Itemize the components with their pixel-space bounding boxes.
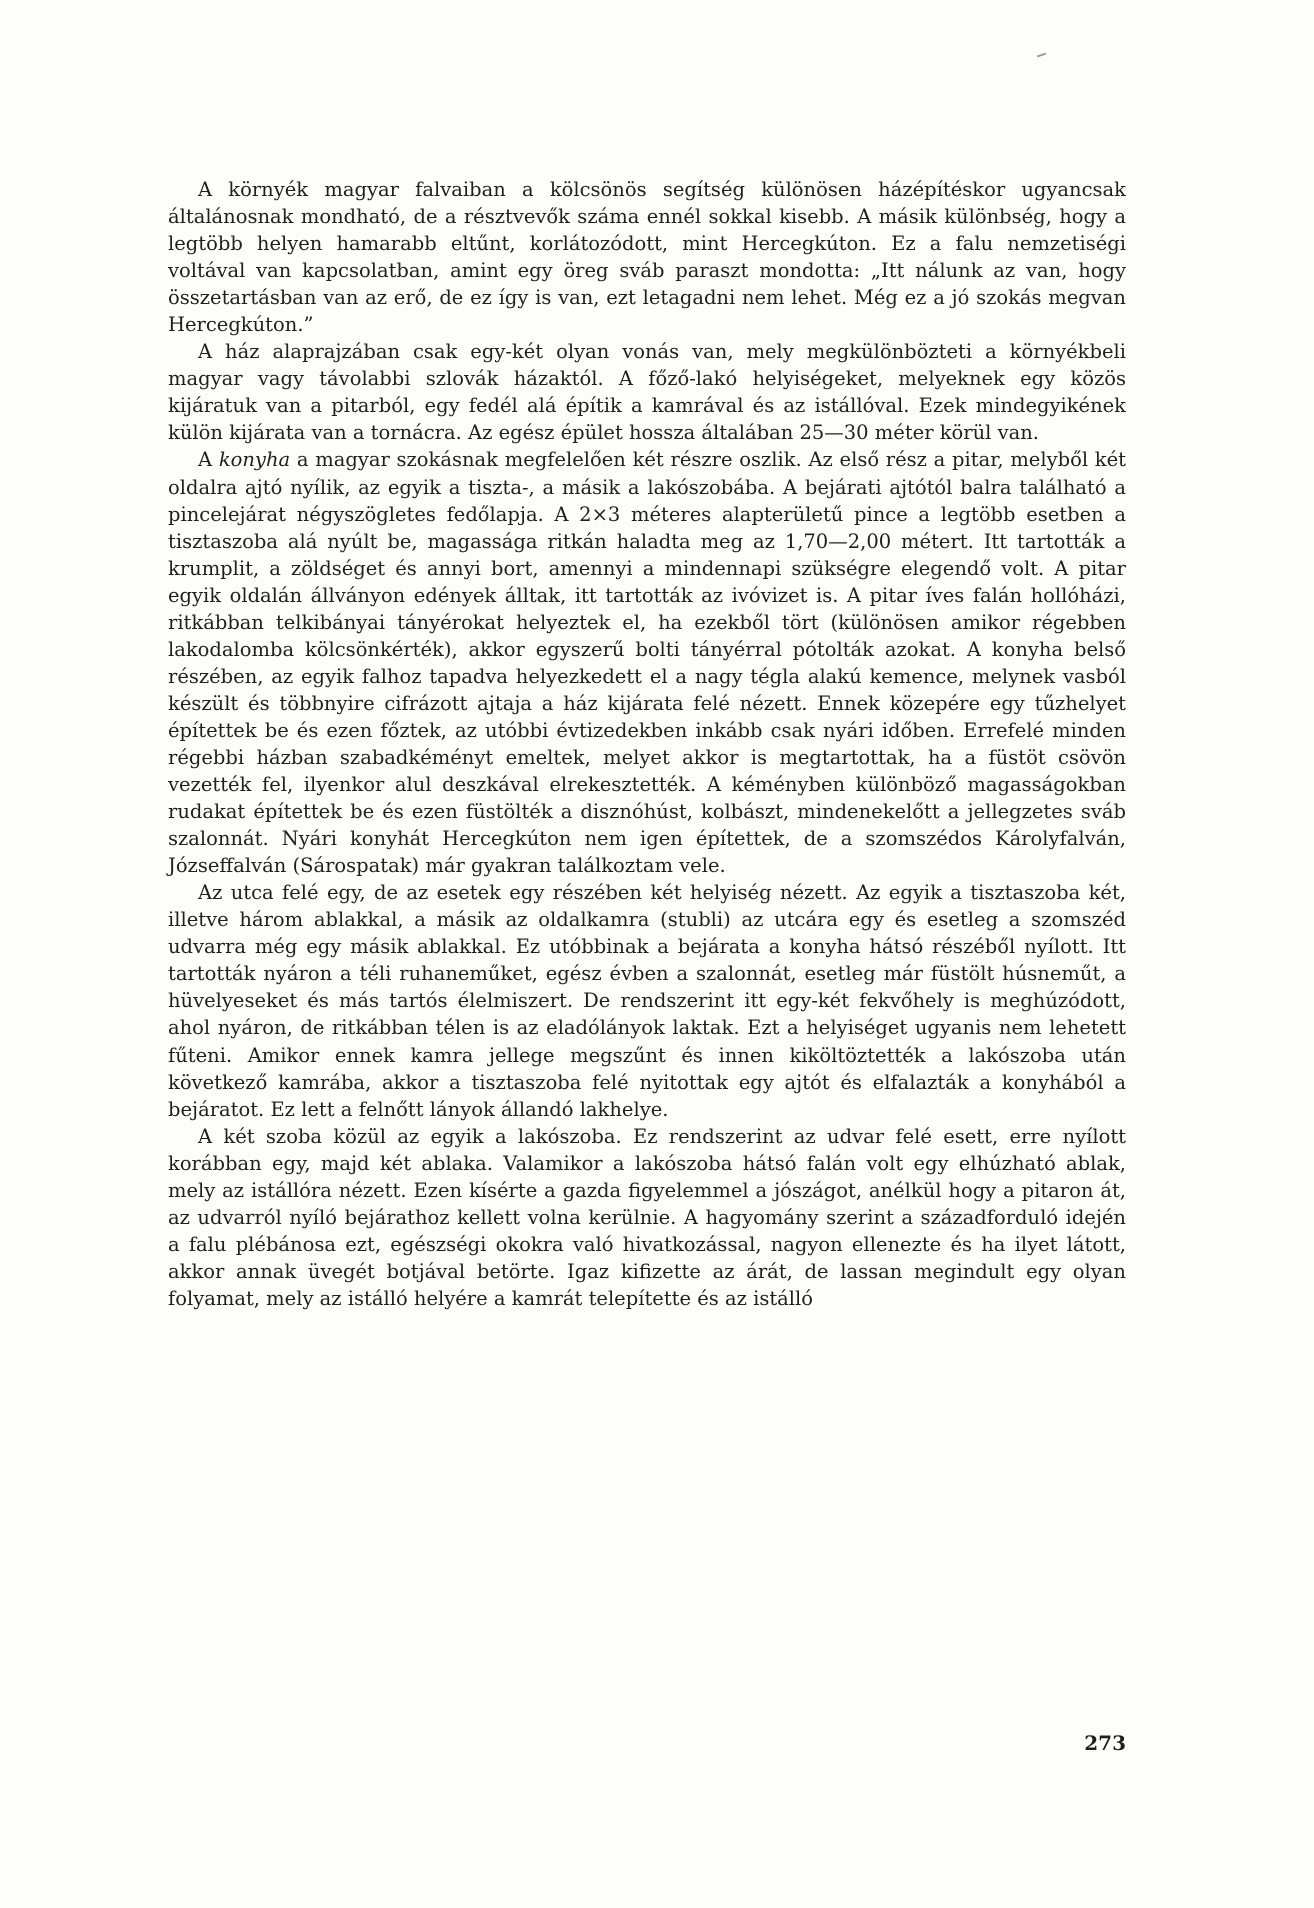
paragraph-1: A környék magyar falvaiban a kölcsönös segítség különösen házépítéskor ugyancsak általánosnak mondható, de a résztvevők száma ennél sokkal kisebb. A másik különbség, hogy a legtöbb helyen hamarabb eltűnt, korlátozódott, mint Hercegkúton. Ez a falu nemzetiségi voltával van kapcsolatban, amint egy öreg sváb paraszt mondotta: „Itt nálunk az van, hogy összetartásban van az erő, de ez így is van, ezt letagadni nem lehet. Még ez a jó szokás megvan Hercegkúton.” <box>168 178 1126 337</box>
paragraph-konyha-lead: A <box>198 448 219 472</box>
paragraph-konyha <box>168 446 1126 879</box>
scan-speck <box>1037 53 1046 58</box>
paragraph-2: A ház alaprajzában csak egy-két olyan vonás van, mely megkülönbözteti a környékbeli magyar vagy távolabbi szlovák házaktól. A főző-lakó helyiségeket, melyeknek egy közös kijáratuk van a pitarból, egy fedél alá építik a kamrával és az istállóval. Ezek mindegyikének külön kijárata van a tornácra. Az egész épület hossza általában 25—30 méter körül van. <box>168 340 1126 445</box>
paragraph-konyha-rest: a magyar szokásnak megfelelően két részre oszlik. Az első rész a pitar, melyből két oldalra ajtó nyílik, az egyik a tiszta-, a másik a lakószobába. A bejárati ajtótól balra található a pincelejárat négyszögletes fedőlapja. A 2×3 méteres alapterületű pince a legtöbb esetben a tisztaszoba alá nyúlt be, magassága ritkán haladta meg az 1,70—2,00 métert. Itt tartották a krumplit, a zöldséget és annyi bort, amennyi a mindennapi szükségre elegendő volt. A pitar egyik oldalán állványon edények álltak, itt tartották az ivóvizet is. A pitar íves falán hollóházi, ritkábban telkibányai tányérokat helyeztek el, ha ezekből tört (különösen amikor régebben lakodalomba kölcsönkérték), akkor egyszerű bolti tányérral pótolták azokat. A konyha belső részében, az egyik falhoz tapadva helyezkedett el a nagy tégla alakú kemence, melynek vasból készült és többnyire cifrázott ajtaja a ház kijárata felé nézett. Ennek közepére egy tűzhelyet építettek be és ezen főztek, az utóbbi évtizedekben inkább csak nyári időben. Errefelé minden régebbi házban szabadkéményt emeltek, melyet akkor is megtartottak, ha a füstöt csövön vezették fel, ilyenkor alul deszkával elrekesztették. A kéményben különböző magasságokban rudakat építettek be és ezen füstölték a disznóhúst, kolbászt, mindenekelőtt a jellegzetes sváb szalonnát. Nyári konyhát Hercegkúton nem igen építettek, de a szomszédos Károlyfalván, Józseffalván (Sárospatak) már gyakran találkoztam vele. <box>168 448 1126 878</box>
paragraph-4: Az utca felé egy, de az esetek egy részében két helyiség nézett. Az egyik a tisztaszoba két, illetve három ablakkal, a másik az oldalkamra (stubli) az utcára egy és esetleg a szomszéd udvarra még egy másik ablakkal. Ez utóbbinak a bejárata a konyha hátsó részéből nyílott. Itt tartották nyáron a téli ruhaneműket, egész évben a szalonnát, esetleg már füstölt húsneműt, a hüvelyeseket és más tartós élelmiszert. De rendszerint itt egy-két fekvőhely is meghúzódott, ahol nyáron, de ritkábban télen is az eladólányok laktak. Ezt a helyiséget ugyanis nem lehetett fűteni. Amikor ennek kamra jellege megszűnt és innen kiköltöztették a lakószoba után következő kamrába, akkor a tisztaszoba felé nyitottak egy ajtót és elfalazták a konyhából a bejáratot. Ez lett a felnőtt lányok állandó lakhelye. <box>168 881 1126 1121</box>
page-number: 273 <box>1084 1731 1126 1755</box>
paragraph-5: A két szoba közül az egyik a lakószoba. Ez rendszerint az udvar felé esett, erre nyílott korábban egy, majd két ablaka. Valamikor a lakószoba hátsó falán volt egy elhúzható ablak, mely az istállóra nézett. Ezen kísérte a gazda figyelemmel a jószágot, anélkül hogy a pitaron át, az udvarról nyíló bejárathoz kellett volna kerülnie. A hagyomány szerint a századforduló idején a falu plébánosa ezt, egészségi okokra való hivatkozással, nagyon ellenezte és ha ilyet látott, akkor annak üvegét botjával betörte. Igaz kifizette az árát, de lassan megindult egy olyan folyamat, mely az istálló helyére a kamrát telepítette és az istálló <box>168 1124 1126 1310</box>
paragraph-konyha-emphasis: konyha <box>218 448 291 472</box>
body-text <box>168 176 1126 1312</box>
